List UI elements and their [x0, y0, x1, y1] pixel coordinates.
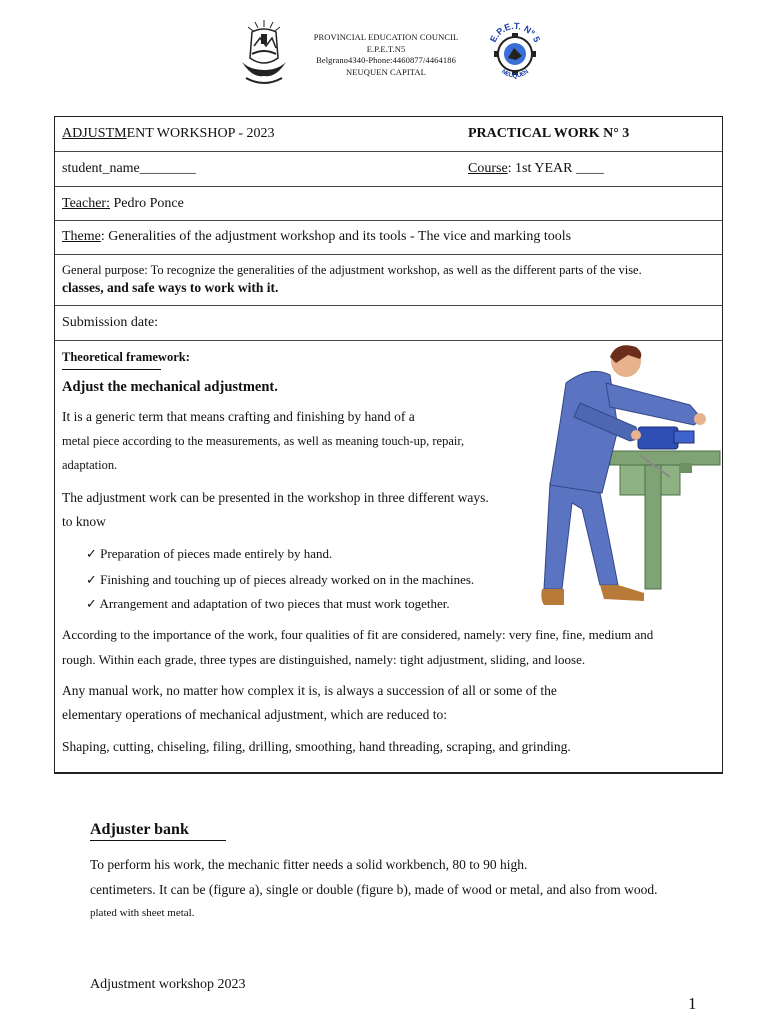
paragraph-4-line-1: Any manual work, no matter how complex it is, is always a succession of all or some of the — [62, 683, 557, 698]
paragraph-2-line-1: The adjustment work can be presented in the workshop in three different ways. — [62, 490, 489, 505]
worker-at-vise-illustration — [540, 343, 725, 613]
paragraph-4-line-2: elementary operations of mechanical adjustment, which are reduced to: — [62, 707, 447, 722]
paragraph-1-line-1: It is a generic term that means crafting and finishing by hand of a — [62, 409, 415, 424]
checklist-item-1-text: Preparation of pieces made entirely by hand. — [100, 546, 333, 561]
table-row-submission — [55, 306, 722, 341]
framework-heading-underline — [62, 369, 161, 370]
workshop-title-underlined: ADJUSTM — [62, 126, 127, 141]
checklist-item-3-text: Arrangement and adaptation of two pieces that must work together. — [99, 596, 450, 611]
paragraph-2-line-2: to know — [62, 514, 106, 529]
table-row-teacher — [55, 187, 722, 221]
workshop-title-rest: ENT WORKSHOP - 2023 — [126, 126, 275, 141]
table-row-purpose — [55, 255, 722, 306]
table-row-title — [55, 117, 722, 152]
provincial-emblem-logo — [238, 18, 290, 88]
school-gear-logo — [486, 20, 544, 88]
bank-paragraph-line-3: plated with sheet metal. — [90, 907, 195, 919]
council-name: PROVINCIAL EDUCATION COUNCIL — [313, 32, 459, 42]
course-value: : 1st YEAR ____ — [507, 161, 604, 176]
teacher-field — [62, 196, 184, 212]
paragraph-3-line-1: According to the importance of the work, four qualities of fit are considered, namely: very fine, fine, medium and — [62, 627, 654, 642]
paragraph-3-line-2: rough. Within each grade, three types are distinguished, namely: tight adjustment, sliding, and loose. — [62, 652, 586, 667]
school-address: Belgrano4340-Phone:4460877/4464186 — [316, 55, 456, 65]
school-city: NEUQUEN CAPITAL — [346, 66, 426, 77]
purpose-line-2: classes, and safe ways to work with it. — [62, 280, 279, 295]
theme-value: : Generalities of the adjustment workshop and its tools - The vice and marking tools — [100, 229, 572, 244]
adjuster-bank-underline — [90, 840, 226, 841]
course-field[interactable] — [468, 161, 604, 177]
adjuster-bank-heading: Adjuster bank — [90, 821, 189, 838]
paragraph-1-line-3: adaptation. — [62, 458, 118, 472]
page-footer: Adjustment workshop 2023 — [90, 977, 246, 992]
teacher-value: Pedro Ponce — [109, 196, 184, 211]
theme-label: Theme — [62, 229, 101, 244]
submission-date-field[interactable]: Submission date: — [62, 315, 159, 330]
paragraph-1-line-2: metal piece according to the measurements, as well as meaning touch-up, repair, — [62, 434, 465, 448]
framework-heading: Theoretical framework: — [62, 350, 190, 364]
checklist-item-2 — [86, 572, 474, 588]
teacher-label: Teacher: — [62, 196, 110, 211]
paragraph-5: Shaping, cutting, chiseling, filing, drilling, smoothing, hand threading, scraping, and grinding. — [62, 739, 571, 754]
checklist-item-2-text: Finishing and touching up of pieces already worked on in the machines. — [100, 572, 475, 587]
checklist-item-3 — [86, 596, 450, 612]
bank-paragraph-line-2: centimeters. It can be (figure a), single or double (figure b), made of wood or metal, and also from wood. — [90, 882, 658, 897]
checklist-item-1 — [86, 546, 332, 562]
table-row-theme — [55, 221, 722, 255]
school-logo-text: E.P.E.T. Nº 5 — [487, 20, 543, 44]
purpose-line-1: General purpose: To recognize the generalities of the adjustment workshop, as well as the different parts of the vise. — [62, 263, 642, 277]
practical-work-number: PRACTICAL WORK N° 3 — [468, 126, 630, 141]
bank-paragraph-line-1: To perform his work, the mechanic fitter needs a solid workbench, 80 to 90 high. — [90, 857, 528, 872]
theme-field — [62, 229, 571, 245]
table-row-student — [55, 152, 722, 187]
check-icon: ✓ — [86, 546, 97, 561]
course-label: Course — [468, 161, 508, 176]
framework-subheading: Adjust the mechanical adjustment. — [62, 379, 278, 395]
council-address-block — [300, 32, 472, 78]
page-number: 1 — [688, 994, 697, 1013]
school-code: E.P.E.T.N5 — [366, 43, 406, 54]
workshop-title — [62, 126, 275, 142]
check-icon: ✓ — [86, 572, 97, 587]
school-logo-subtext: NEUQUEN — [499, 68, 531, 80]
student-name-field[interactable]: student_name________ — [62, 161, 196, 176]
document-header — [0, 0, 768, 110]
check-icon: ✓ — [86, 596, 97, 611]
